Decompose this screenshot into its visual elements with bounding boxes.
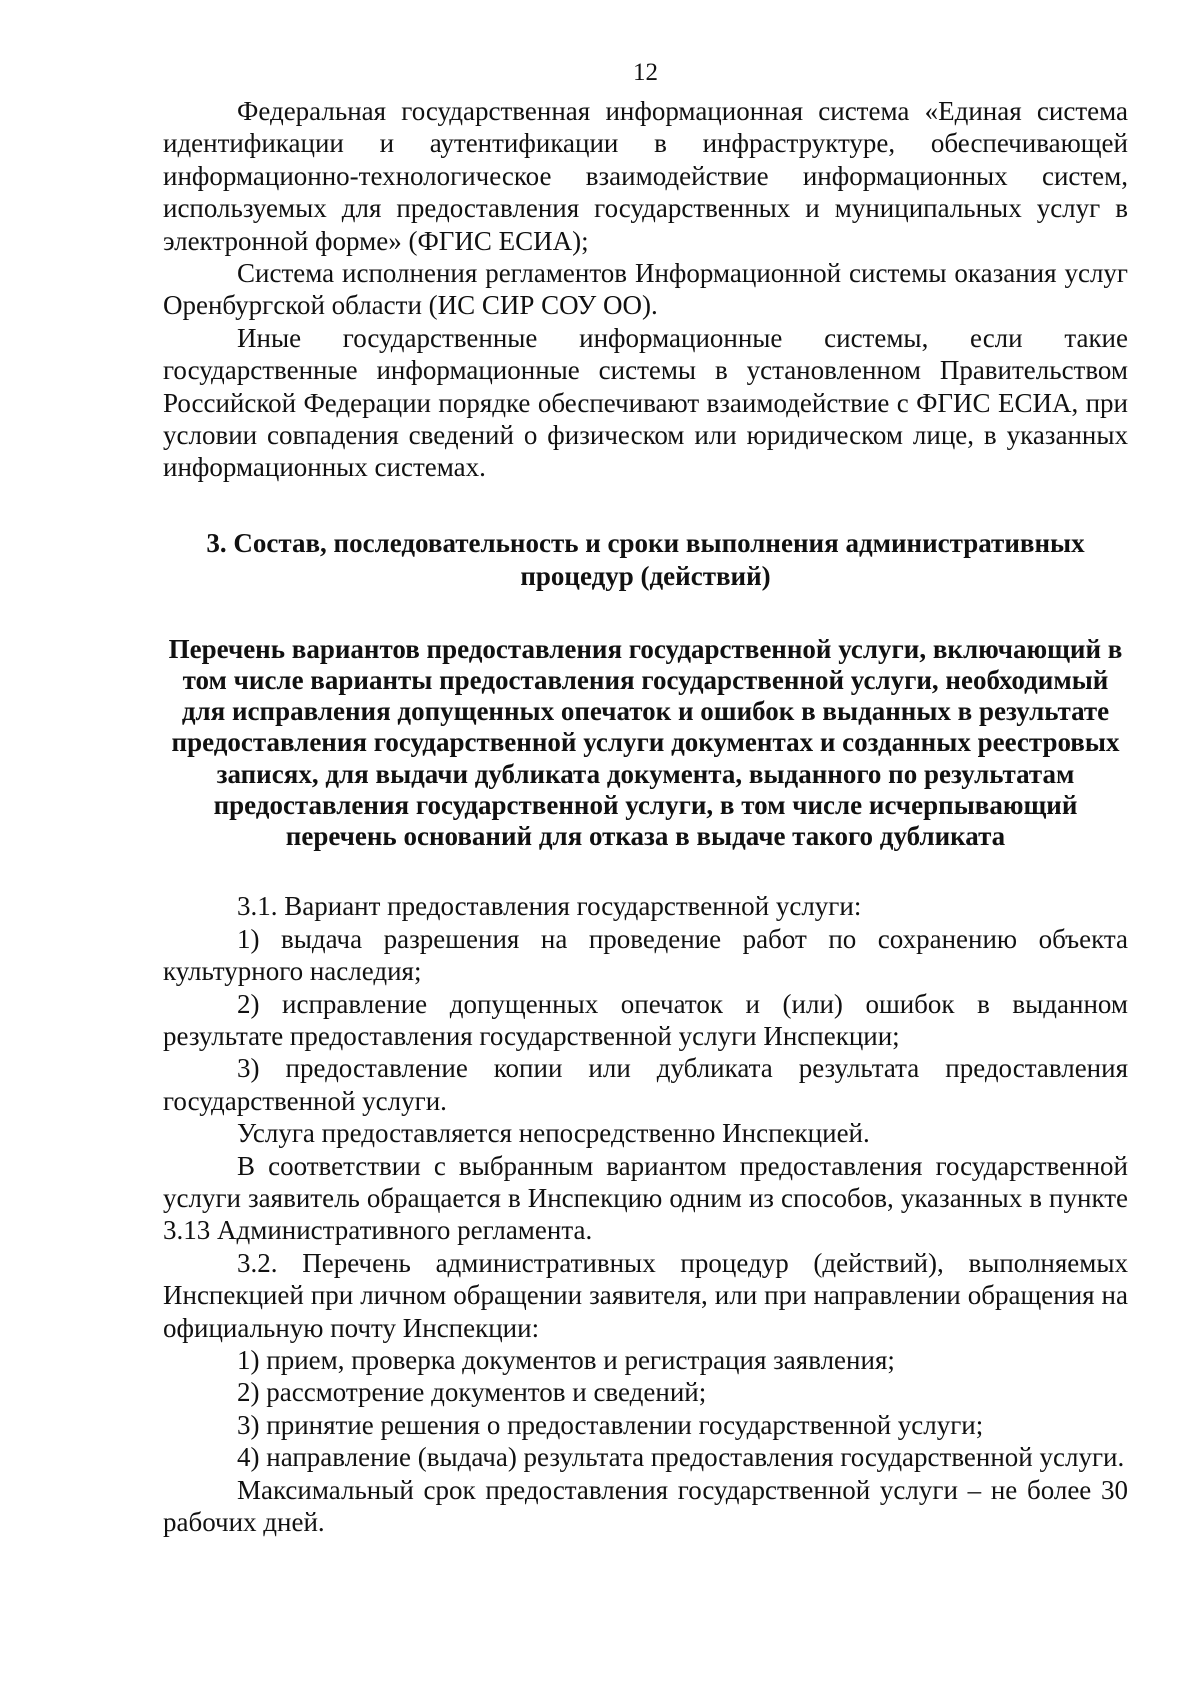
page-number: 12 xyxy=(633,59,658,86)
list-item-3-2-2: 2) рассмотрение документов и сведений; xyxy=(237,1377,707,1408)
paragraph-other-systems: Иные государственные информационные системы, если такие государственные информационные системы в установленном Правительством Российской Федерации порядке обеспечивают взаимодействие с ФГИС ЕСИА, при условии совпадения сведений о физическом или юридическом лице, в указанных информационных системах. xyxy=(163,322,1128,483)
paragraph-max-term: Максимальный срок предоставления государственной услуги – не более 30 рабочих дней. xyxy=(163,1474,1128,1538)
list-item-3-1-1: 1) выдача разрешения на проведение работ по сохранению объекта культурного наследия; xyxy=(163,923,1128,987)
paragraph-is-sir-sou: Система исполнения регламентов Информационной системы оказания услуг Оренбургской области (ИС СИР СОУ ОО). xyxy=(163,258,1128,321)
subsection-heading: Перечень вариантов предоставления государственной услуги, включающий в том числе варианты предоставления государственной услуги, необходимый для исправления допущенных опечаток и ошибок в выданных в результате предоставления государственной услуги документах и созданных реестровых записях, для выдачи дубликата документа, выданного по результатам предоставления государственной услуги, в том числе исчерпывающий перечень оснований для отказа в выдаче такого дубликата xyxy=(168,633,1123,852)
paragraph-applicant-method: В соответствии с выбранным вариантом предоставления государственной услуги заявитель обращается в Инспекцию одним из способов, указанных в пункте 3.13 Административного регламента. xyxy=(163,1150,1128,1246)
paragraph-fgis-esia: Федеральная государственная информационная система «Единая система идентификации и аутентификации в инфраструктуре, обеспечивающей информационно-технологическое взаимодействие информационных систем, используемых для предоставления государственных и муниципальных услуг в электронной форме» (ФГИС ЕСИА); xyxy=(163,96,1128,256)
list-item-3-2-4: 4) направление (выдача) результата предоставления государственной услуги. xyxy=(237,1442,1125,1473)
paragraph-3-1: 3.1. Вариант предоставления государственной услуги: xyxy=(237,891,862,922)
list-item-3-2-3: 3) принятие решения о предоставлении государственной услуги; xyxy=(237,1409,984,1440)
document-body xyxy=(163,95,1128,1538)
paragraph-service-provider: Услуга предоставляется непосредственно Инспекцией. xyxy=(237,1118,870,1149)
list-item-3-1-3: 3) предоставление копии или дубликата результата предоставления государственной услуги. xyxy=(163,1053,1128,1116)
section-heading: 3. Состав, последовательность и сроки выполнения административных процедур (действий) xyxy=(206,527,1085,592)
list-item-3-2-1: 1) прием, проверка документов и регистрация заявления; xyxy=(237,1344,895,1375)
list-item-3-1-2: 2) исправление допущенных опечаток и (или) ошибок в выданном результате предоставления государственной услуги Инспекции; xyxy=(163,988,1128,1051)
paragraph-3-2: 3.2. Перечень административных процедур (действий), выполняемых Инспекцией при личном обращении заявителя, или при направлении обращения на официальную почту Инспекции: xyxy=(163,1247,1128,1343)
